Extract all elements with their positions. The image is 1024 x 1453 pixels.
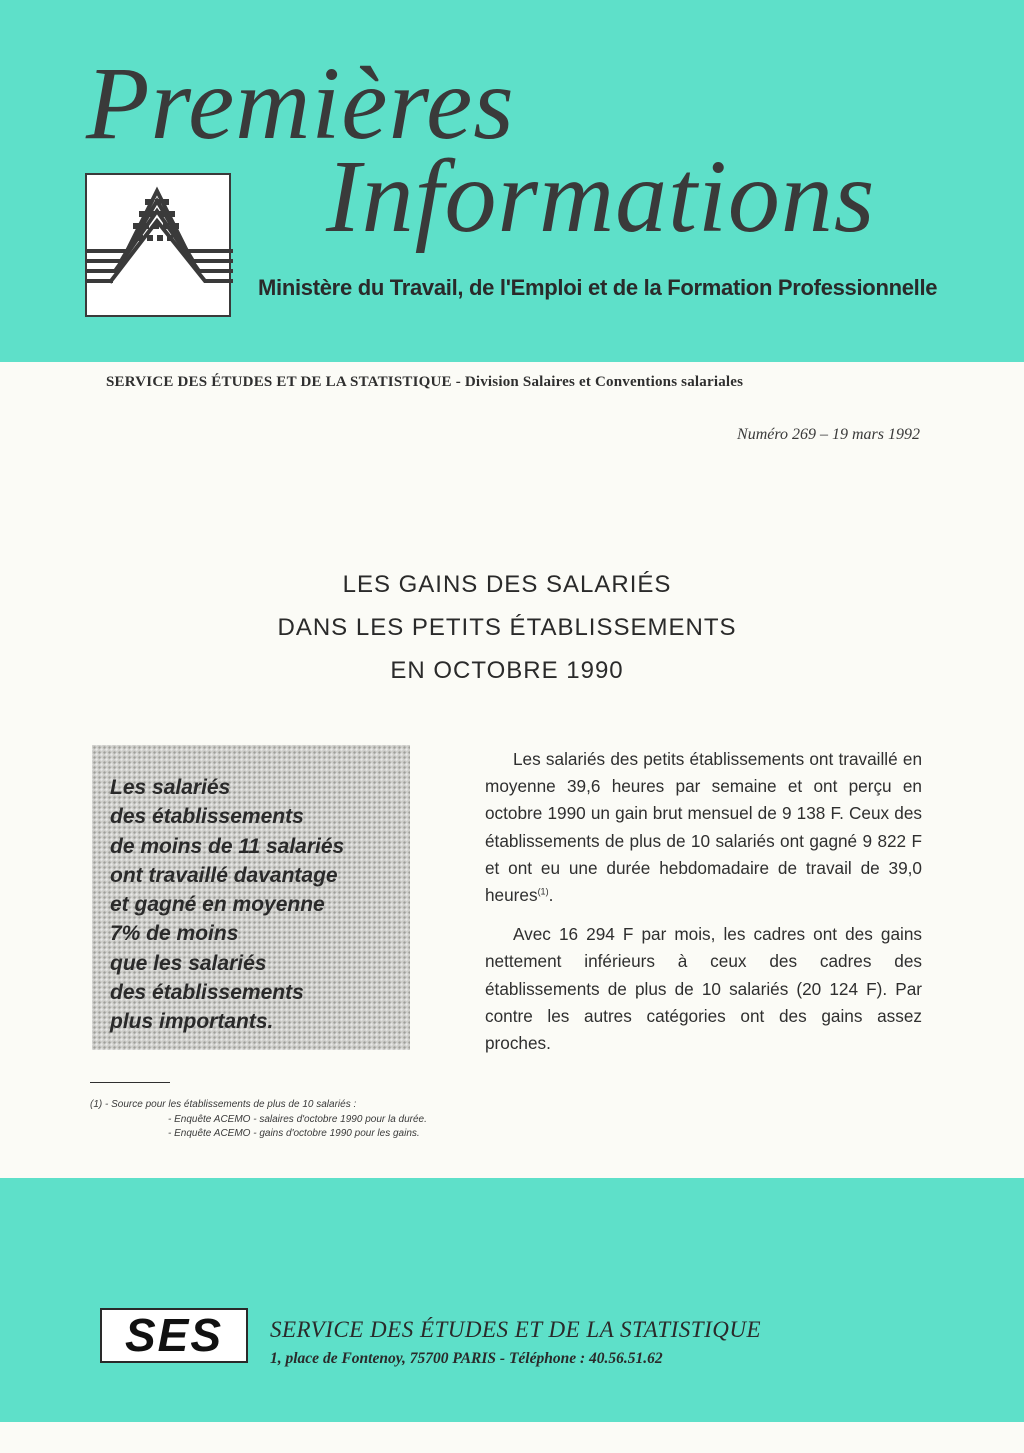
summary-line: plus importants. [110,1010,274,1034]
footnote-line: - Enquête ACEMO - gains d'octobre 1990 pour les gains. [168,1128,420,1139]
ses-logo-text: SES [124,1309,224,1361]
masthead-title-line1: Premières [86,46,515,161]
article-headline [150,563,864,692]
body-paragraph: Avec 16 294 F par mois, les cadres ont des gains nettement inférieurs à ceux des cadres des établissements de plus de 10 salariés (20 124 F). Par contre les autres catégories ont des gains assez proches. [485,924,922,1054]
summary-line: des établissements [110,981,304,1005]
ministry-logo [85,173,231,317]
body-paragraph-text: Les salariés des petits établissements ont travaillé en moyenne 39,6 heures par semaine et ont perçu en octobre 1990 un gain brut mensuel de 9 138 F. Ceux des établissements de plus de 10 salariés ont gagné 9 822 F et ont eu une durée hebdomadaire de travail de 39,0 heures [485,749,922,906]
summary-line: Les salariés [110,776,231,799]
division-name: - Division Salaires et Conventions salariales [455,374,744,390]
body-paragraph-end: . [548,885,554,906]
ses-logo [100,1308,248,1363]
masthead-title-line2: Informations [326,139,876,254]
ministry-emblem-icon [87,175,233,319]
summary-line: des établissements [110,805,304,829]
footnote [90,1098,427,1142]
headline-line: EN OCTOBRE 1990 [390,657,624,684]
summary-line: ont travaillé davantage [110,863,338,887]
service-line [106,374,743,391]
summary-text [110,773,344,1037]
footnote-line: (1) - Source pour les établissements de plus de 10 salariés : [90,1099,357,1110]
footer-address: 1, place de Fontenoy, 75700 PARIS - Téléphone : 40.56.51.62 [270,1350,663,1367]
issue-number: Numéro 269 – 19 mars 1992 [737,426,920,443]
summary-line: que les salariés [110,951,267,975]
headline-line: LES GAINS DES SALARIÉS [342,571,672,598]
footnote-line: - Enquête ACEMO - salaires d'octobre 1990 pour la durée. [168,1113,427,1125]
footnote-rule [90,1082,170,1083]
footer-band [0,1178,1024,1422]
masthead-band [0,0,1024,362]
footnote-reference: (1) [537,886,549,897]
service-name: SERVICE DES ÉTUDES ET DE LA STATISTIQUE [106,374,452,390]
headline-line: DANS LES PETITS ÉTABLISSEMENTS [277,614,737,641]
footer-service-name: SERVICE DES ÉTUDES ET DE LA STATISTIQUE [270,1317,762,1342]
ministry-name: Ministère du Travail, de l'Emploi et de la Formation Professionnelle [258,275,938,300]
summary-line: et gagné en moyenne [110,893,325,917]
body-paragraph [485,746,922,909]
summary-line: 7% de moins [110,922,239,946]
summary-box [92,745,410,1050]
summary-line: de moins de 11 salariés [110,834,345,858]
article-body [485,746,922,1069]
